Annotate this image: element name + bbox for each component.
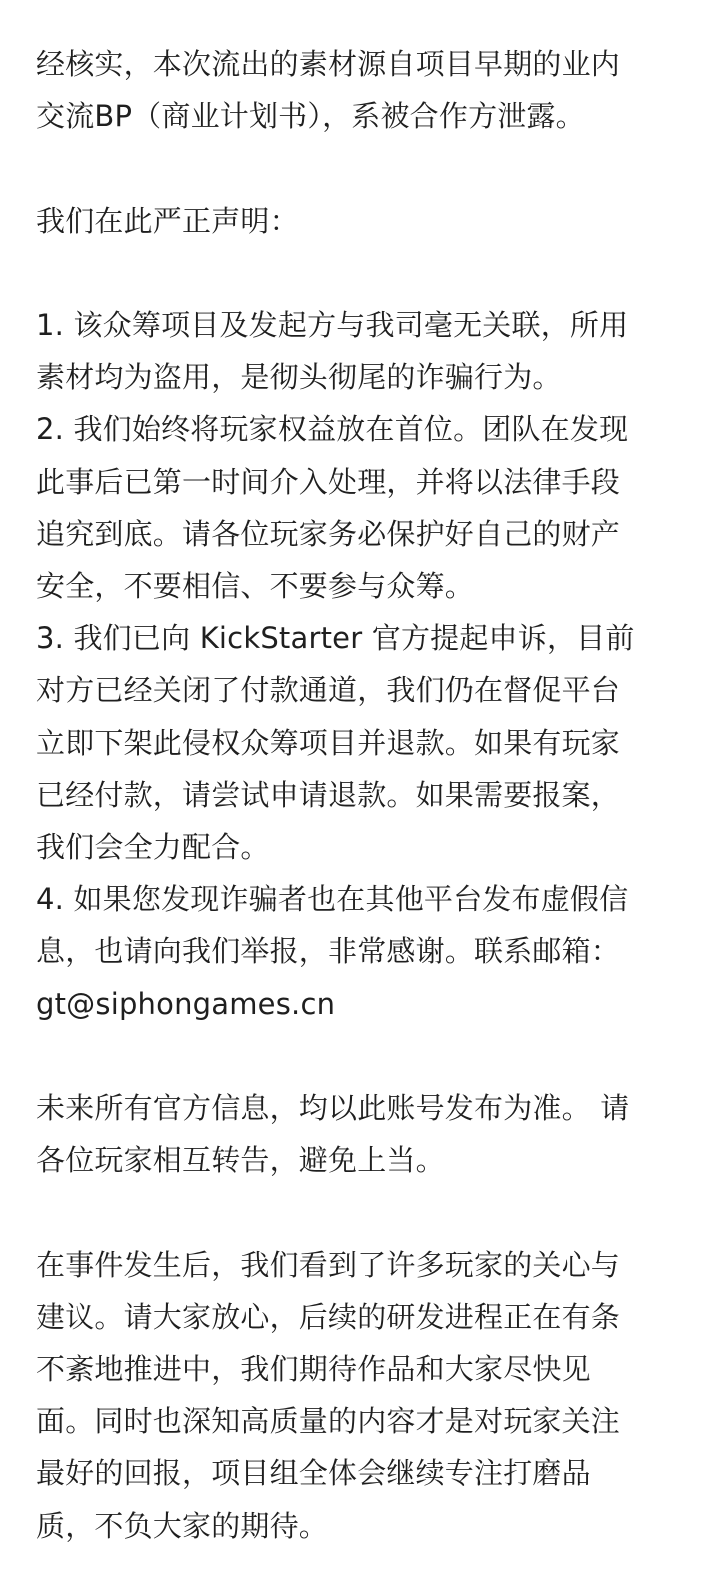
closing-paragraph — [36, 1239, 684, 1552]
point-1 — [36, 299, 684, 403]
statement-document — [36, 38, 684, 1552]
point-1-line: 素材均为盗用，是彻头彻尾的诈骗行为。 — [36, 360, 562, 395]
point-2-line: 此事后已第一时间介入处理，并将以法律手段 — [36, 464, 621, 499]
declaration-heading — [36, 195, 684, 247]
official-notice-paragraph — [36, 1082, 684, 1186]
point-4-line: 息，也请向我们举报，非常感谢。联系邮箱： — [36, 934, 621, 969]
paragraph-spacer — [36, 142, 684, 194]
closing-line: 最好的回报，项目组全体会继续专注打磨品 — [36, 1456, 591, 1491]
point-3-line: 3. 我们已向 KickStarter 官方提起申诉，目前 — [36, 621, 635, 656]
closing-line: 不紊地推进中，我们期待作品和大家尽快见 — [36, 1352, 591, 1387]
point-3 — [36, 612, 684, 873]
point-2-line: 2. 我们始终将玩家权益放在首位。团队在发现 — [36, 412, 629, 447]
paragraph-spacer — [36, 1186, 684, 1238]
closing-line: 在事件发生后，我们看到了许多玩家的关心与 — [36, 1247, 621, 1282]
paragraph-spacer — [36, 247, 684, 299]
point-1-line: 1. 该众筹项目及发起方与我司毫无关联，所用 — [36, 307, 629, 342]
closing-line: 建议。请大家放心，后续的研发进程正在有条 — [36, 1299, 621, 1334]
contact-email: gt@siphongames.cn — [36, 986, 336, 1021]
intro-line: 交流BP（商业计划书），系被合作方泄露。 — [36, 99, 585, 134]
point-2-line: 安全，不要相信、不要参与众筹。 — [36, 569, 475, 603]
official-notice-line: 未来所有官方信息，均以此账号发布为准。 请 — [36, 1091, 630, 1126]
point-3-line: 已经付款，请尝试申请退款。如果需要报案， — [36, 777, 621, 812]
paragraph-spacer — [36, 1030, 684, 1082]
point-2 — [36, 403, 684, 612]
point-3-line: 立即下架此侵权众筹项目并退款。如果有玩家 — [36, 725, 621, 760]
point-4 — [36, 873, 684, 1030]
closing-line: 质，不负大家的期待。 — [36, 1508, 329, 1543]
point-2-line: 追究到底。请各位玩家务必保护好自己的财产 — [36, 516, 621, 551]
closing-line: 面。同时也深知高质量的内容才是对玩家关注 — [36, 1404, 621, 1439]
point-4-line: 4. 如果您发现诈骗者也在其他平台发布虚假信 — [36, 882, 629, 917]
official-notice-line: 各位玩家相互转告，避免上当。 — [36, 1143, 445, 1178]
intro-line: 经核实，本次流出的素材源自项目早期的业内 — [36, 47, 621, 81]
point-3-line: 对方已经关闭了付款通道，我们仍在督促平台 — [36, 673, 621, 708]
declaration-heading-text: 我们在此严正声明： — [36, 203, 299, 238]
point-3-line: 我们会全力配合。 — [36, 830, 270, 865]
intro-paragraph — [36, 38, 684, 142]
